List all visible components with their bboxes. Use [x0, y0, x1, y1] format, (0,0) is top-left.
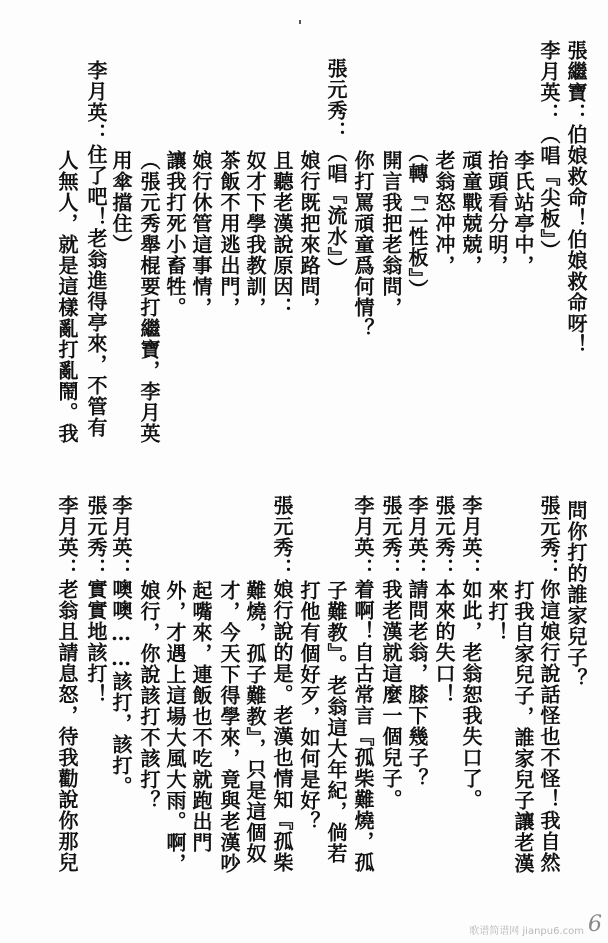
text-column-top: 張繼寶：伯娘救命！伯娘救命呀！: [564, 40, 588, 355]
text-column-bottom: 娘行，你說該打不該打？: [137, 580, 161, 811]
text-column-top: 娘行既把來路問，: [297, 150, 321, 318]
text-column-top: 人無人，就是這樣亂打亂鬧。我: [55, 150, 79, 444]
text-column-top: 頑童戰兢兢，: [459, 150, 483, 276]
text-column-bottom: 李月英：着啊！自古常言『孤柴難燒，孤: [351, 495, 375, 873]
text-column-bottom: 難燒，孤子難教』，只是這個奴: [243, 580, 267, 864]
page-number: 6: [588, 912, 602, 937]
text-column-top: 用傘擋住）: [109, 150, 133, 255]
text-column-top: 奴才下學我教訓，: [243, 150, 267, 318]
text-column-top: 你打罵頑童爲何情？: [351, 150, 375, 339]
page-footer: [469, 912, 602, 937]
text-column-top: （轉『二性板』）: [405, 142, 429, 300]
text-column-bottom: 李月英：如此，老翁恕我失口了。: [459, 495, 483, 810]
text-column-top: 抬頭看分明，: [485, 150, 509, 276]
text-column-bottom: 才，今天下得學來，竟與老漢吵: [217, 580, 241, 874]
text-column-bottom: 張元秀：娘行說的是。老漢也情知『孤柴: [270, 495, 294, 873]
watermark: 歌谱简谱网 jianpu6.com: [469, 926, 584, 937]
text-column-bottom: 問你打的誰家兒子？: [564, 500, 588, 689]
text-column-top: 李月英：住了吧！老翁進得亭來，不管有: [84, 60, 108, 438]
text-column-bottom: 李月英：噢噢……該打，該打。: [109, 495, 133, 797]
text-column-bottom: 張元秀：實實地該打！: [84, 495, 108, 705]
text-column-bottom: 打我自家兒子，誰家兒子讓老漢: [511, 580, 535, 874]
text-column-bottom: 張元秀：本來的失口！: [432, 495, 456, 705]
text-column-top: （張元秀舉棍要打繼寶，李月英: [137, 150, 161, 444]
text-column-top: 李月英：（唱『尖板』）: [537, 40, 561, 261]
text-column-bottom: 打他有個好歹，如何是好？: [297, 580, 321, 832]
text-column-bottom: 李月英：老翁且請息怒，待我勸說你那兒: [55, 495, 79, 873]
text-column-top: 且聽老漢說原因：: [270, 150, 294, 318]
text-column-top: 開言我把老翁問，: [379, 150, 403, 318]
text-column-bottom: 李月英：請問老翁，膝下幾子？: [405, 495, 429, 789]
text-column-top: 茶飯不用逃出門，: [217, 150, 241, 318]
text-column-top: 讓我打死小畜牲。: [163, 150, 187, 318]
text-column-bottom: 外，才遇上這場大風大雨。啊，: [163, 580, 187, 874]
text-column-bottom: 張元秀：你這娘行說話怪也不怪！我自然: [537, 495, 561, 873]
text-column-top: 娘行休管這事情，: [189, 150, 213, 318]
text-column-top: 李氏站亭中，: [511, 150, 535, 276]
text-column-top: 老翁怒冲冲，: [432, 150, 456, 276]
scan-speck: [299, 20, 301, 24]
text-column-bottom: 來打！: [485, 580, 509, 643]
text-column-bottom: 起嘴來，連飯也不吃就跑出門: [189, 580, 213, 853]
text-column-bottom: 子難教』。老翁這大年紀，倘若: [324, 580, 348, 864]
text-column-bottom: 張元秀：我老漢就這麼一個兒子。: [379, 495, 403, 810]
text-column-top: 張元秀：（唱『流水』）: [324, 58, 348, 279]
